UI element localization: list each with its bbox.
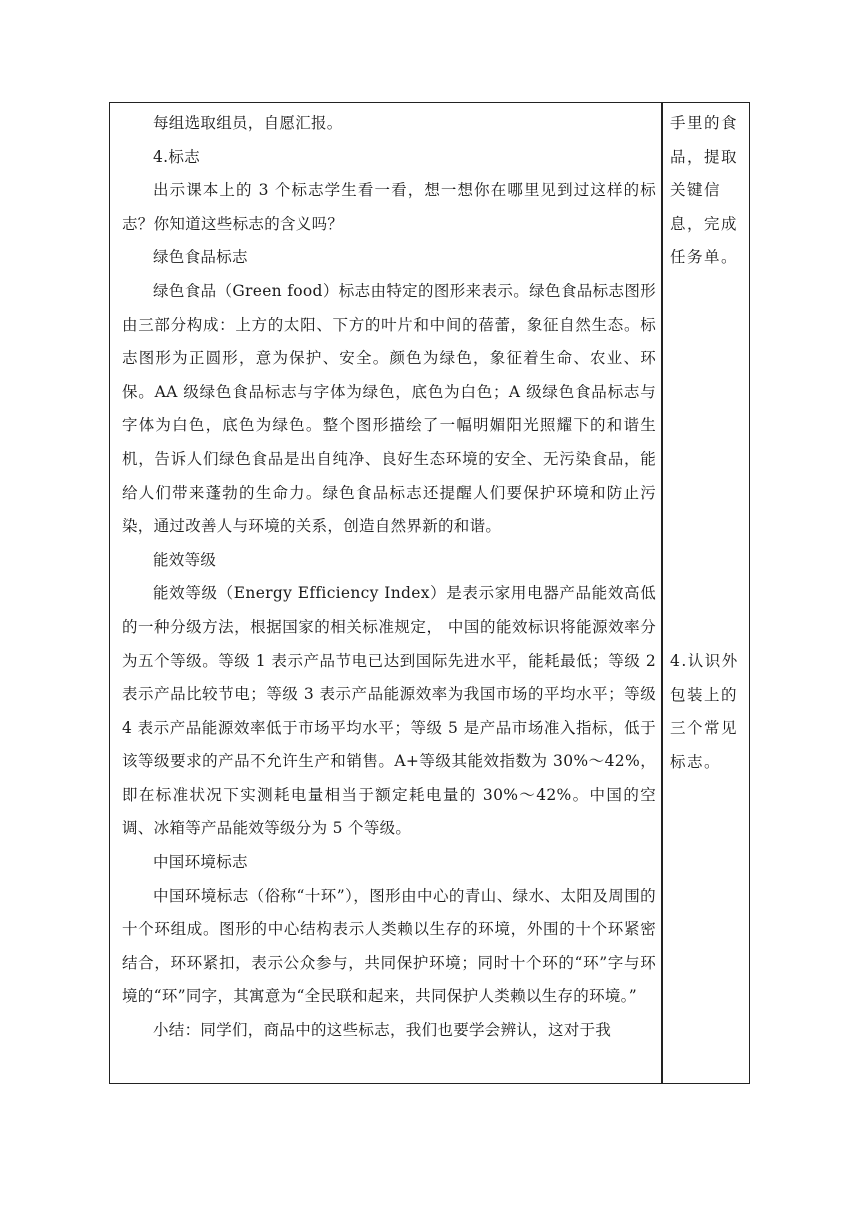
column-divider: [661, 103, 663, 1083]
side-note-top: [670, 107, 746, 275]
side-note-goal: [670, 645, 746, 779]
heading-environment-label: 中国环境标志: [153, 853, 248, 872]
lesson-table: [109, 102, 750, 1084]
paragraph-energy-efficiency: 能效等级（Energy Efficiency Index）是表示家用电器产品能效高低的一种分级方法，根据国家的相关标准规定， 中国的能效标识将能源效率分为五个等级。等级 1 表示产品节电已达到国际先进水平，能耗最低；等级 2 表示产品比较节电；等级 3 表示产品能源效率为我国市场的平均水平；等级 4 表示产品能源效率低于市场平均水平；等级 5 是产品市场准入指标，低于该等级要求的产品不允许生产和销售。A+等级其能效指数为 30%～42%，即在标准状况下实测耗电量相当于额定耗电量的 30%～42%。中国的空调、冰箱等产品能效等级分为 5 个等级。: [122, 584, 656, 838]
paragraph-green-food: 绿色食品（Green food）标志由特定的图形来表示。绿色食品标志图形由三部分构成：上方的太阳、下方的叶片和中间的蓓蕾，象征自然生态。标志图形为正圆形，意为保护、安全。颜色为绿色，象征着生命、农业、环保。AA 级绿色食品标志与字体为绿色，底色为白色；A 级绿色食品标志与字体为白色，底色为绿色。整个图形描绘了一幅明媚阳光照耀下的和谐生机，告诉人们绿色食品是出自纯净、良好生态环境的安全、无污染食品，能给人们带来蓬勃的生命力。绿色食品标志还提醒人们要保护环境和防止污染，通过改善人与环境的关系，创造自然界新的和谐。: [122, 281, 656, 536]
paragraph-summary: 小结：同学们，商品中的这些标志，我们也要学会辨认，这对于我: [153, 1021, 612, 1040]
paragraph-report: 每组选取组员，自愿汇报。: [153, 114, 343, 132]
side-note-top-text: 手里的食品，提取关键信息，完成任务单。: [670, 114, 739, 267]
main-content-column: [122, 107, 656, 1048]
heading-energy-efficiency: 能效等级: [153, 550, 217, 569]
heading-green-food: 绿色食品标志: [153, 248, 248, 267]
side-note-goal-text: 4.认识外包装上的三个常见标志。: [670, 652, 739, 771]
section-heading-logos: 4.标志: [153, 147, 200, 166]
paragraph-environment-label: 中国环境标志（俗称“十环”），图形由中心的青山、绿水、太阳及周围的十个环组成。图形的中心结构表示人类赖以生存的环境，外围的十个环紧密结合，环环紧扣，表示公众参与，共同保护环境；同时十个环的“环”字与环境的“环”同字，其寓意为“全民联和起来，共同保护人类赖以生存的环境。”: [122, 886, 656, 1006]
paragraph-intro: 出示课本上的 3 个标志学生看一看，想一想你在哪里见到过这样的标志？你知道这些标志的含义吗？: [122, 181, 656, 233]
